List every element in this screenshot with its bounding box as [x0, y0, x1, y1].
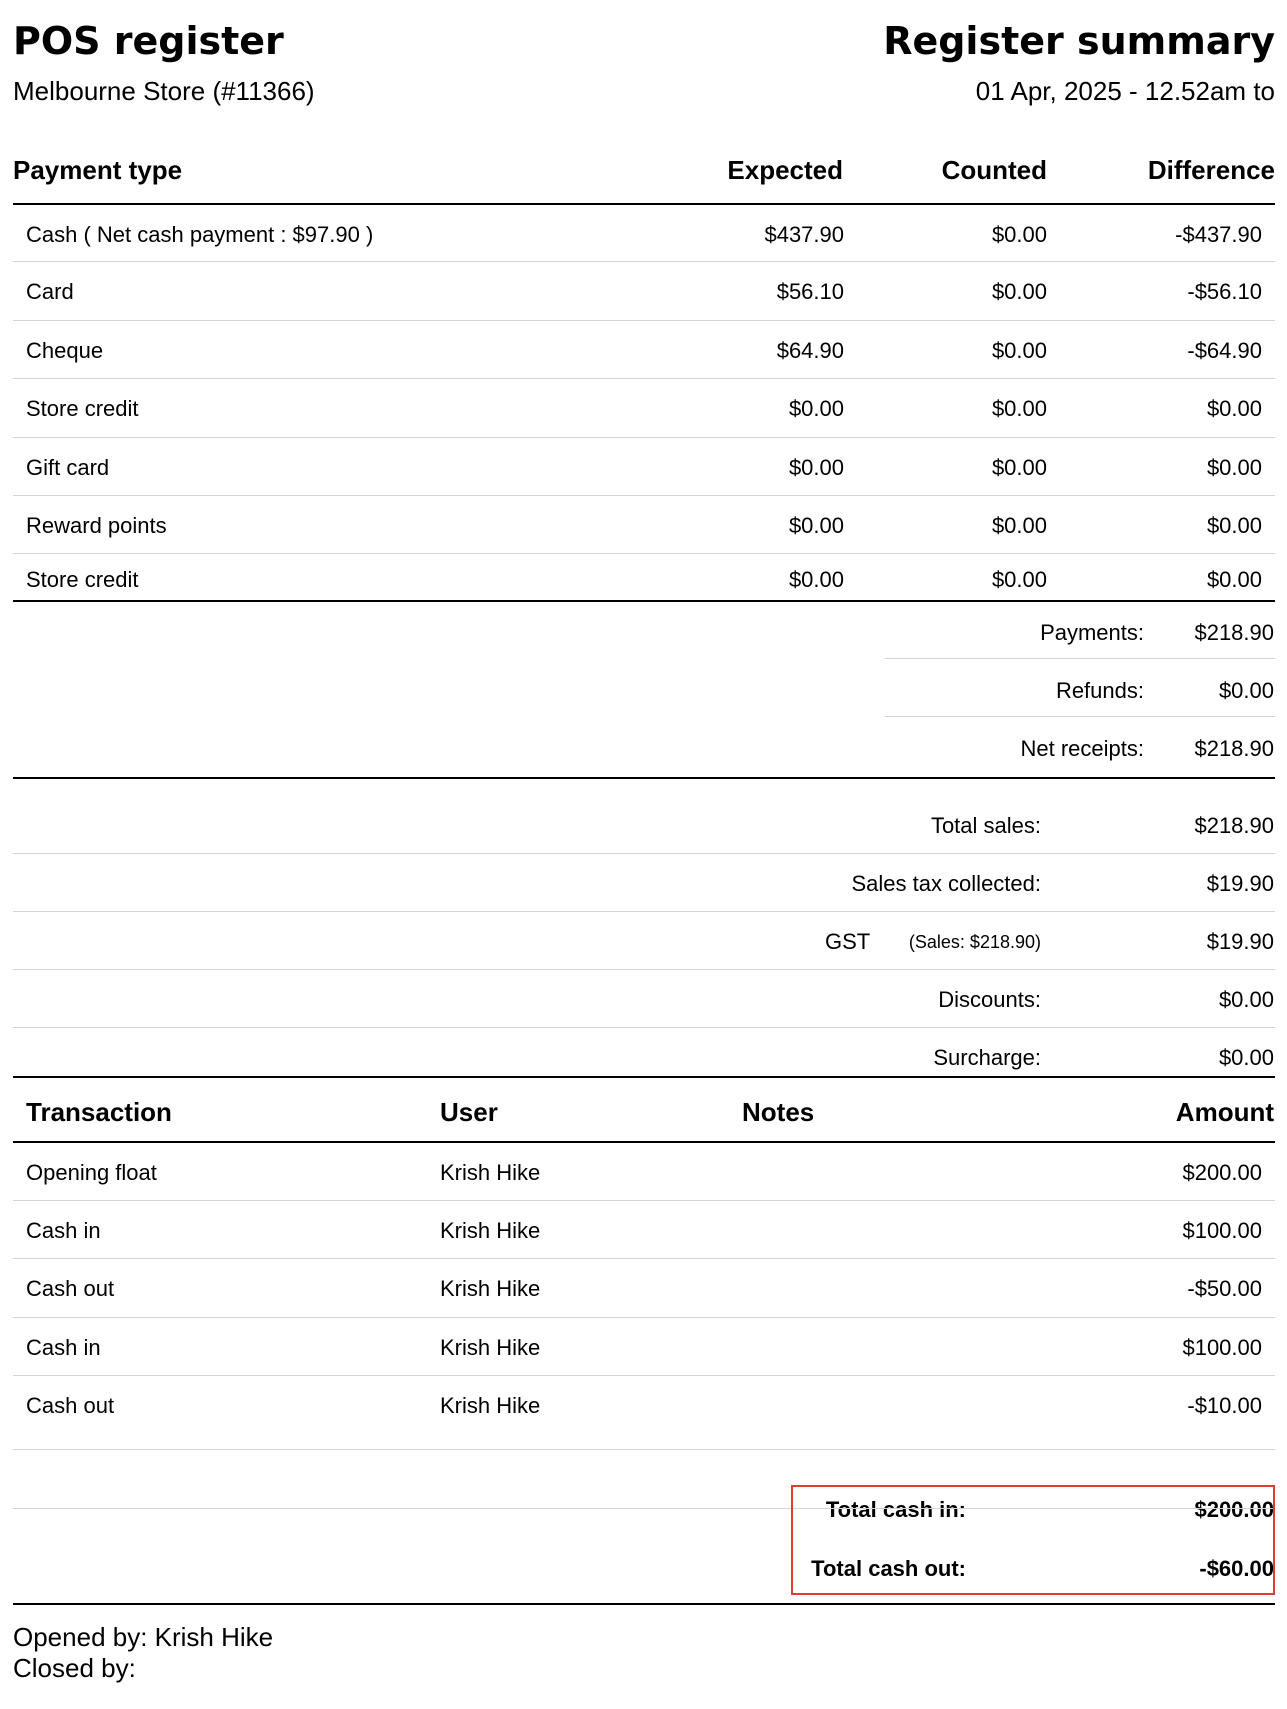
divider — [885, 658, 1275, 659]
payment-type: Cash ( Net cash payment : $97.90 ) — [26, 222, 374, 247]
sales-tax-value: $19.90 — [1206, 871, 1274, 896]
page-title: POS register — [13, 19, 284, 63]
transaction-user: Krish Hike — [440, 1218, 541, 1243]
net-receipts-label: Net receipts: — [1020, 736, 1144, 761]
table-row — [13, 438, 1275, 497]
divider — [13, 853, 1275, 854]
col-notes: Notes — [742, 1097, 815, 1127]
difference-value: -$56.10 — [1187, 279, 1262, 304]
refunds-value: $0.00 — [1218, 678, 1274, 703]
transaction-amount: $100.00 — [1182, 1335, 1262, 1360]
col-expected: Expected — [727, 155, 843, 185]
col-counted: Counted — [941, 155, 1047, 185]
divider — [13, 1603, 1275, 1605]
refunds-label: Refunds: — [1055, 678, 1144, 703]
payment-type: Store credit — [26, 396, 139, 421]
difference-value: $0.00 — [1206, 396, 1262, 421]
expected-value: $56.10 — [776, 279, 844, 304]
col-user: User — [440, 1097, 498, 1127]
divider — [13, 911, 1275, 912]
report-title: Register summary — [883, 19, 1275, 63]
table-row — [13, 379, 1275, 438]
table-row — [13, 1376, 1275, 1435]
transaction-user: Krish Hike — [440, 1276, 541, 1301]
date-range: 01 Apr, 2025 - 12.52am to — [975, 76, 1275, 106]
counted-value: $0.00 — [991, 567, 1047, 592]
total-cash-in-value: $200.00 — [1194, 1497, 1274, 1522]
divider — [13, 1449, 1275, 1450]
transaction-type: Cash out — [26, 1393, 115, 1418]
payments-label: Payments: — [1040, 620, 1144, 645]
divider — [13, 777, 1275, 779]
table-row — [13, 1259, 1275, 1318]
opened-by: Opened by: Krish Hike — [13, 1622, 274, 1652]
transaction-type: Opening float — [26, 1160, 157, 1185]
difference-value: $0.00 — [1206, 455, 1262, 480]
transaction-user: Krish Hike — [440, 1393, 541, 1418]
table-row — [13, 1201, 1275, 1260]
difference-value: -$437.90 — [1175, 222, 1262, 247]
col-transaction: Transaction — [26, 1097, 172, 1127]
discounts-label: Discounts: — [938, 987, 1041, 1012]
gst-note: (Sales: $218.90) — [908, 932, 1041, 952]
closed-by: Closed by: — [13, 1653, 136, 1683]
payments-value: $218.90 — [1194, 620, 1274, 645]
col-difference: Difference — [1147, 155, 1275, 185]
table-row — [13, 554, 1275, 600]
divider — [885, 716, 1275, 717]
transaction-amount: $100.00 — [1182, 1218, 1262, 1243]
total-sales-value: $218.90 — [1194, 813, 1274, 838]
gst-label: GST — [825, 929, 871, 954]
transaction-amount: -$10.00 — [1187, 1393, 1262, 1418]
table-row — [13, 205, 1275, 264]
transaction-type: Cash in — [26, 1335, 101, 1360]
sales-tax-label: Sales tax collected: — [851, 871, 1041, 896]
payment-type: Gift card — [26, 455, 110, 480]
table-row — [13, 321, 1275, 380]
total-cash-out-label: Total cash out: — [811, 1556, 966, 1581]
transaction-amount: -$50.00 — [1187, 1276, 1262, 1301]
counted-value: $0.00 — [991, 455, 1047, 480]
total-cash-out-value: -$60.00 — [1199, 1556, 1274, 1581]
net-receipts-value: $218.90 — [1194, 736, 1274, 761]
transaction-type: Cash out — [26, 1276, 115, 1301]
payment-type: Store credit — [26, 567, 139, 592]
counted-value: $0.00 — [991, 222, 1047, 247]
gst-value: $19.90 — [1206, 929, 1274, 954]
table-row — [13, 1143, 1275, 1202]
expected-value: $0.00 — [788, 455, 844, 480]
discounts-value: $0.00 — [1218, 987, 1274, 1012]
transaction-amount: $200.00 — [1182, 1160, 1262, 1185]
expected-value: $0.00 — [788, 396, 844, 421]
transaction-user: Krish Hike — [440, 1335, 541, 1360]
divider — [13, 969, 1275, 970]
difference-value: $0.00 — [1206, 567, 1262, 592]
divider — [13, 600, 1275, 602]
total-cash-in-label: Total cash in: — [825, 1497, 966, 1522]
counted-value: $0.00 — [991, 279, 1047, 304]
store-name: Melbourne Store (#11366) — [13, 76, 315, 106]
expected-value: $0.00 — [788, 567, 844, 592]
transaction-type: Cash in — [26, 1218, 101, 1243]
highlight-box — [791, 1485, 1275, 1595]
counted-value: $0.00 — [991, 396, 1047, 421]
difference-value: $0.00 — [1206, 513, 1262, 538]
col-payment-type: Payment type — [13, 155, 183, 185]
table-row — [13, 1318, 1275, 1377]
total-sales-label: Total sales: — [930, 813, 1041, 838]
counted-value: $0.00 — [991, 513, 1047, 538]
payment-type: Cheque — [26, 338, 104, 363]
payment-type: Reward points — [26, 513, 167, 538]
col-amount: Amount — [1175, 1097, 1274, 1127]
surcharge-value: $0.00 — [1218, 1045, 1274, 1070]
transaction-user: Krish Hike — [440, 1160, 541, 1185]
expected-value: $64.90 — [776, 338, 844, 363]
payment-type: Card — [26, 279, 74, 304]
expected-value: $0.00 — [788, 513, 844, 538]
table-row — [13, 496, 1275, 555]
expected-value: $437.90 — [764, 222, 844, 247]
difference-value: -$64.90 — [1187, 338, 1262, 363]
counted-value: $0.00 — [991, 338, 1047, 363]
divider — [13, 1027, 1275, 1028]
table-row — [13, 262, 1275, 321]
surcharge-label: Surcharge: — [933, 1045, 1041, 1070]
divider — [13, 1076, 1275, 1078]
